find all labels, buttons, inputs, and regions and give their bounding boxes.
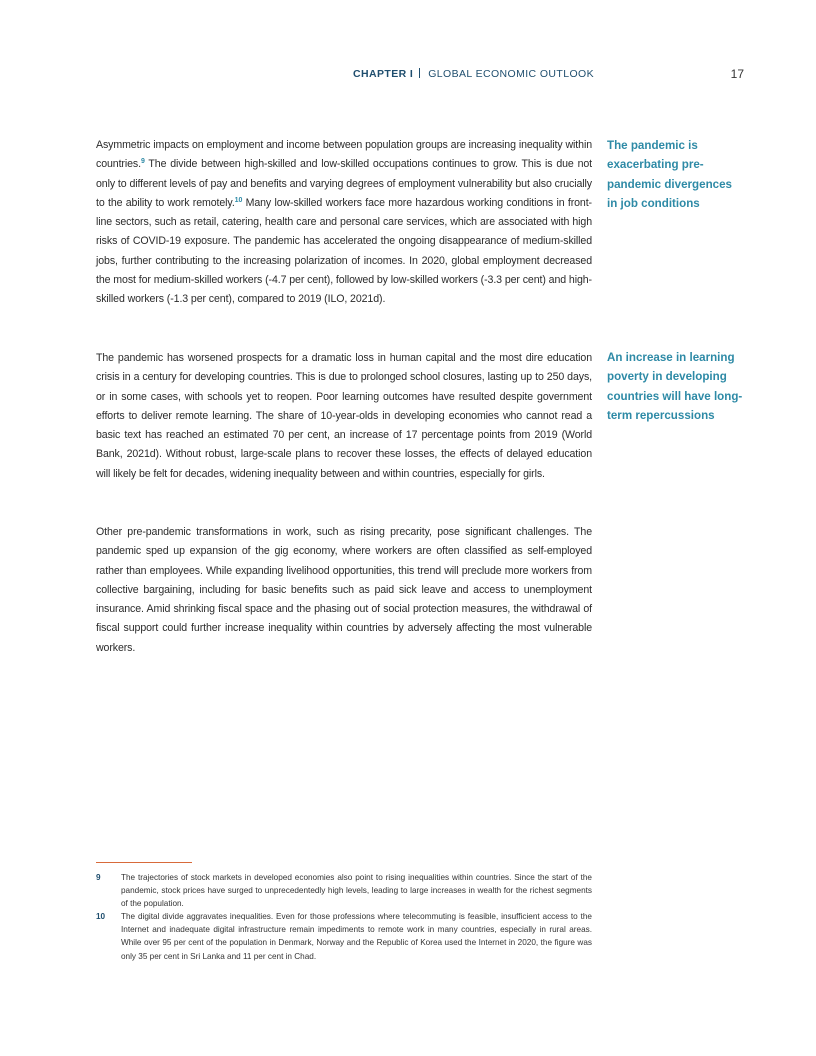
chapter-heading bbox=[353, 68, 594, 80]
footnote-9 bbox=[96, 871, 592, 911]
paragraph-text: Many low-skilled workers face more hazardous working conditions in front-line sectors, such as retail, catering, health care and personal care services, which are associated with high risks of COVID-19 exposure. The pandemic has accelerated the ongoing disappearance of medium-skilled jobs, further contributing to the increasing polarization of incomes. In 2020, global employment decreased the most for medium-skilled workers (-4.7 per cent), followed by low-skilled workers (-3.3 per cent) and high-skilled workers (-1.3 per cent), compared to 2019 (ILO, 2021d). bbox=[96, 196, 592, 306]
body-paragraph-3: Other pre-pandemic transformations in work, such as rising precarity, pose significant challenges. The pandemic sped up expansion of the gig economy, where workers are often classified as self-employed rather than employees. While expanding livelihood opportunities, this trend will preclude more workers from collective bargaining, including for basic benefits such as paid sick leave and access to unemployment insurance. Amid shrinking fiscal space and the phasing out of social protection measures, the withdrawal of fiscal support could further increase inequality within countries by adversely affecting the most vulnerable workers. bbox=[96, 526, 592, 654]
footnote-divider bbox=[96, 862, 192, 863]
paragraph-text: Asymmetric impacts on employment and income between population groups are increasing inequality within countries. bbox=[96, 139, 592, 171]
margin-note-job-conditions: The pandemic is exacerbating pre-pandemic divergences in job conditions bbox=[607, 139, 733, 210]
footnote-text: The digital divide aggravates inequalities. Even for those professions where telecommuting is feasible, insufficient access to the Internet and inadequate digital infrastructure remain impediments to remote work in many countries, especially in rural areas. While over 95 per cent of the population in Denmark, Norway and the Republic of Korea used the Internet in 2020, the figure was only 35 per cent in Sri Lanka and 11 per cent in Chad. bbox=[121, 912, 592, 961]
footnote-10 bbox=[96, 910, 592, 963]
footnote-number: 9 bbox=[96, 873, 101, 882]
margin-note-learning-poverty: An increase in learning poverty in developing countries will have long-term repercussions bbox=[607, 351, 743, 422]
body-paragraph-1 bbox=[96, 136, 592, 310]
footnote-ref-9[interactable]: 9 bbox=[140, 158, 145, 166]
running-header bbox=[96, 68, 744, 84]
footnote-text: The trajectories of stock markets in developed economies also point to rising inequalities within countries. Since the start of the pandemic, stock prices have surged to unprecedentedly high levels, leading to large increases in wealth for the richest segments of the population. bbox=[121, 873, 592, 909]
footnote-ref-10[interactable]: 10 bbox=[234, 196, 243, 204]
paragraph-text: The divide between high-skilled and low-skilled occupations continues to grow. This is due not only to different levels of pay and benefits and varying degrees of employment vulnerability but also crucially to the ability to work remotely. bbox=[96, 158, 592, 209]
header-divider bbox=[419, 68, 420, 78]
page-number: 17 bbox=[730, 67, 744, 81]
chapter-title: GLOBAL ECONOMIC OUTLOOK bbox=[428, 68, 594, 80]
body-paragraph-2: The pandemic has worsened prospects for a dramatic loss in human capital and the most dire education crisis in a century for developing countries. This is due to prolonged school closures, lasting up to 250 days, or in some cases, with schools yet to reopen. Poor learning outcomes have resulted despite government efforts to deliver remote learning. The share of 10-year-olds in developing economies who cannot read a basic text has reached an estimated 70 per cent, an increase of 17 percentage points from 2019 (World Bank, 2021d). Without robust, large-scale plans to recover these losses, the effects of delayed education will likely be felt for decades, widening inequality between and within countries, especially for girls. bbox=[96, 352, 592, 480]
chapter-label: CHAPTER I bbox=[353, 68, 414, 80]
footnote-number: 10 bbox=[96, 912, 106, 921]
